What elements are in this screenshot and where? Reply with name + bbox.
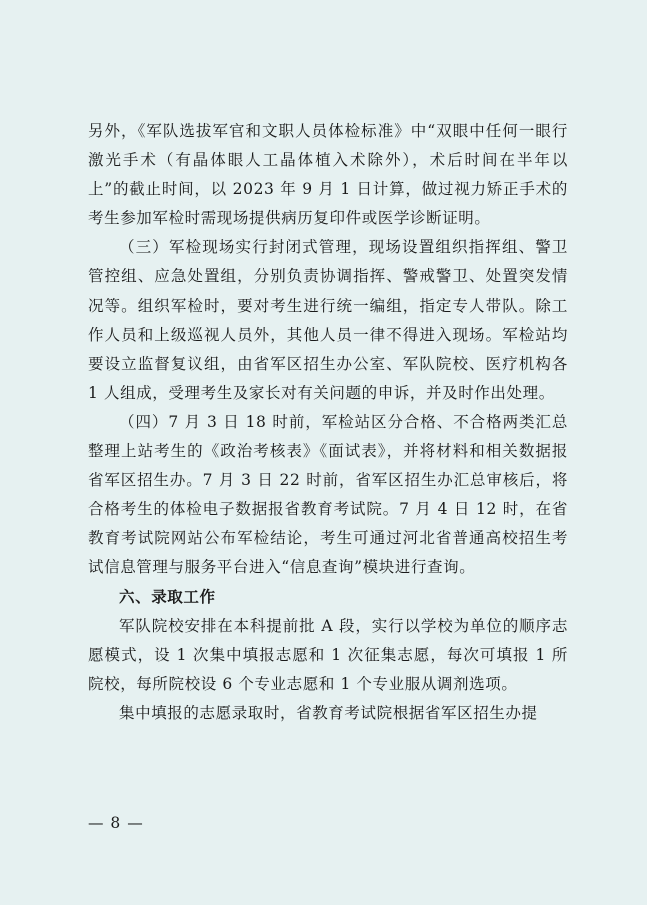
paragraph-eye-surgery-note: 另外，《军队选拔军官和文职人员体检标准》中“双眼中任何一眼行激光手术（有晶体眼人工晶体植入术除外），术后时间在半年以上”的截止时间，以 2023 年 9 月 1 日计算，做过视力矫正手术的考生参加军检时需现场提供病历复印件或医学诊断证明。 xyxy=(88,122,568,228)
paragraph-item-3-site-management: （三）军检现场实行封闭式管理，现场设置组织指挥组、警卫管控组、应急处置组，分别负责协调指挥、警戒警卫、处置突发情况等。组织军检时，要对考生进行统一编组，指定专人带队。除工作人员和上级巡视人员外，其他人员一律不得进入现场。军检站均要设立监督复议组，由省军区招生办公室、军队院校、医疗机构各 1 人组成，受理考生及家长对有关问题的申诉，并及时作出处理。 xyxy=(88,238,568,402)
document-body xyxy=(88,117,568,728)
page-number: — 8 — xyxy=(88,814,144,832)
paragraph-item-4-result-reporting: （四）7 月 3 日 18 时前，军检站区分合格、不合格两类汇总整理上站考生的《政治考核表》《面试表》，并将材料和相关数据报省军区招生办。7 月 3 日 22 时前，省军区招生办汇总审核后，将合格考生的体检电子数据报省教育考试院。7 月 4 日 12 时，在省教育考试院网站公布军检结论，考生可通过河北省普通高校招生考试信息管理与服务平台进入“信息查询”模块进行查询。 xyxy=(88,412,568,577)
section-heading-admission: 六、录取工作 xyxy=(119,587,216,606)
paragraph-centralized-admission: 集中填报的志愿录取时，省教育考试院根据省军区招生办提 xyxy=(119,703,538,722)
paragraph-admission-batch: 军队院校安排在本科提前批 A 段，实行以学校为单位的顺序志愿模式，设 1 次集中填报志愿和 1 次征集志愿，每次可填报 1 所院校，每所院校设 6 个专业志愿和 1 个专业服从调剂选项。 xyxy=(88,616,568,693)
